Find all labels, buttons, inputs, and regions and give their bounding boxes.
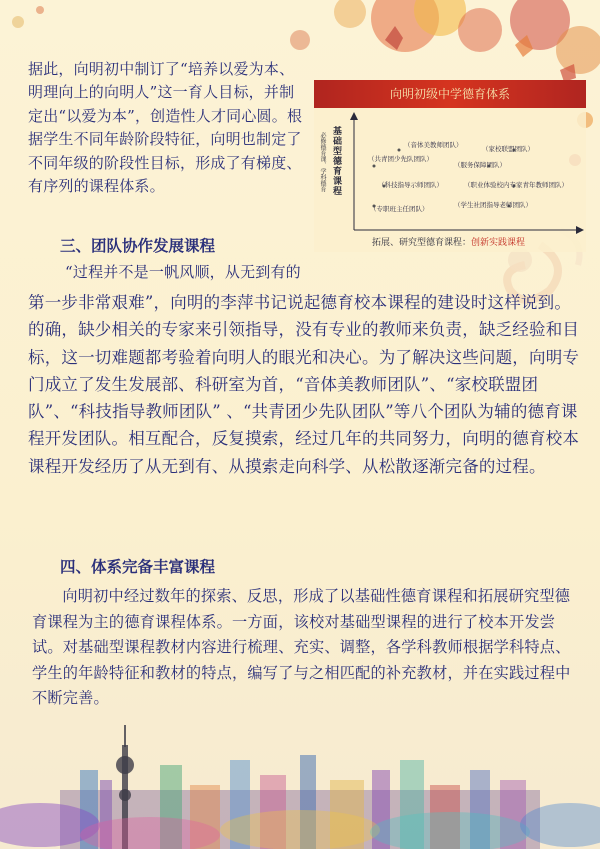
- team-label: （科技指导示师团队）: [378, 181, 443, 189]
- section3-paragraph: 第一步非常艰难”，向明的李萍书记说起德育校本课程的建设时这样说到。的确，缺少相关的专家来引领指导，没有专业的教师来负责，缺乏经验和目标，这一切难题都考验着向明人的眼光和决心。为了解决这些问题，向明专门成立了发生发展部、科研室为首，“音体美教师团队”、“家校联盟团队”、“科技指导教师团队” 、“共青团少先队团队”等八个团队为辅的德育课程开发团队。相互配合，反复摸索，经过几年的共同努力，向明的德育校本课程开发经历了从无到有、从摸索走向科学、从松散逐渐完备的过程。: [28, 293, 580, 476]
- moral-education-diagram: [314, 80, 586, 252]
- section4-paragraph: 向明初中经过数年的探索、反思，形成了以基础性德育课程和拓展研究型德育课程为主的德育课程体系。一方面，该校对基础型课程的进行了校本开发尝试。对基础型课程教材内容进行梳理、充实、调整，各学科教师根据学科特点、学生的年龄特征和教材的特点，编写了与之相匹配的补充教材，并在实践过程中不断完善。: [32, 587, 571, 707]
- team-label: （专职班主任团队）: [370, 205, 429, 213]
- y-axis-sublabel: 必修德育课、学科德育: [319, 132, 326, 192]
- section4-title: 四、体系完备丰富课程: [60, 557, 216, 576]
- y-axis-label: 基础型德育课程: [331, 126, 341, 196]
- team-label: （音体美教师团队）: [404, 141, 463, 149]
- team-label: （服务保障团队）: [454, 161, 506, 169]
- x-axis-label: [372, 235, 525, 248]
- team-label: （学生社团指导老师团队）: [454, 201, 532, 209]
- x-axis-highlight: 创新实践课程: [471, 238, 526, 248]
- section3-paragraph-start: “过程并不是一帆风顺，从无到有的: [65, 263, 301, 281]
- intro-paragraph: 据此，向明初中制订了“培养以爱为本、明理向上的向明人”这一育人目标，并制定出“以爱为本”，创造性人才同心圆。根据学生不同年龄阶段特征，向明也制定了不同年级的阶段性目标，形成了有梯度、有序列的课程体系。: [28, 60, 303, 196]
- diagram-panel: [314, 108, 586, 252]
- team-label: （家校联盟团队）: [482, 145, 534, 153]
- diagram-title: 向明初级中学德育体系: [314, 80, 586, 108]
- section3-title: 三、团队协作发展课程: [60, 236, 216, 255]
- team-label: （共青团少先队团队）: [368, 155, 433, 163]
- x-axis-label-text: 拓展、研究型德育课程：: [372, 238, 472, 248]
- team-label: （职业体验校内专家青年教师团队）: [464, 181, 568, 189]
